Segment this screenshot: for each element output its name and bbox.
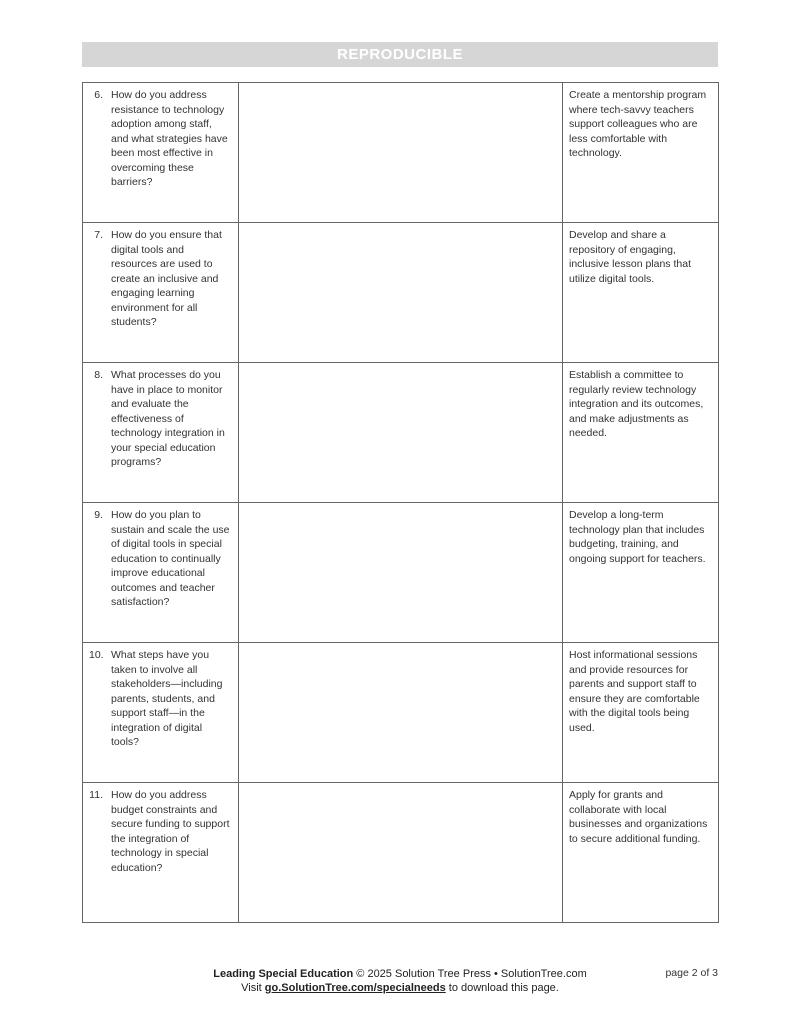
response-cell[interactable] [239,223,563,363]
footer-line-2 [0,981,800,995]
example-cell: Develop and share a repository of engaging, inclusive lesson plans that utilize digital tools. [563,223,719,363]
question-cell [83,503,239,643]
table-row [83,83,719,223]
book-title: Leading Special Education [213,968,354,980]
response-cell[interactable] [239,783,563,923]
question-text: How do you ensure that digital tools and resources are used to create an inclusive and engaging learning environment for all students? [111,229,222,328]
example-cell: Establish a committee to regularly review technology integration and its outcomes, and make adjustments as needed. [563,363,719,503]
table-row [83,643,719,783]
response-cell[interactable] [239,363,563,503]
question-number: 8. [94,369,103,381]
download-link[interactable]: go.SolutionTree.com/specialneeds [264,982,446,994]
question-number: 6. [94,89,103,101]
question-number: 10. [89,649,104,661]
question-number: 11. [89,789,103,801]
visit-suffix: to download this page. [445,982,559,994]
question-cell [83,783,239,923]
question-text: How do you address budget constraints and secure funding to support the integration of technology in special education? [111,789,230,874]
visit-prefix: Visit [241,982,265,994]
response-cell[interactable] [239,643,563,783]
response-cell[interactable] [239,503,563,643]
table-row [83,783,719,923]
example-cell: Apply for grants and collaborate with local businesses and organizations to secure additional funding. [563,783,719,923]
question-text: What steps have you taken to involve all stakeholders—including parents, students, and support staff—in the integration of digital tools? [111,649,223,748]
page-number: page 2 of 3 [665,967,718,979]
reproducible-banner: REPRODUCIBLE [82,42,718,67]
copyright-text: © 2025 Solution Tree Press • SolutionTree.com [353,968,587,980]
example-cell: Create a mentorship program where tech-savvy teachers support colleagues who are less comfortable with technology. [563,83,719,223]
question-cell [83,83,239,223]
question-cell [83,363,239,503]
question-cell [83,643,239,783]
questions-table [82,82,719,923]
question-text: How do you plan to sustain and scale the use of digital tools in special education to continually improve educational outcomes and teacher satisfaction? [111,509,230,608]
question-text: What processes do you have in place to monitor and evaluate the effectiveness of technology integration in your special education programs? [111,369,225,468]
question-number: 7. [94,229,103,241]
table-row [83,503,719,643]
response-cell[interactable] [239,83,563,223]
example-cell: Host informational sessions and provide resources for parents and support staff to ensure they are comfortable with the digital tools being used. [563,643,719,783]
question-text: How do you address resistance to technology adoption among staff, and what strategies have been most effective in overcoming these barriers? [111,89,228,188]
question-cell [83,223,239,363]
question-number: 9. [94,509,103,521]
table-row [83,223,719,363]
table-row [83,363,719,503]
example-cell: Develop a long-term technology plan that includes budgeting, training, and ongoing support for teachers. [563,503,719,643]
